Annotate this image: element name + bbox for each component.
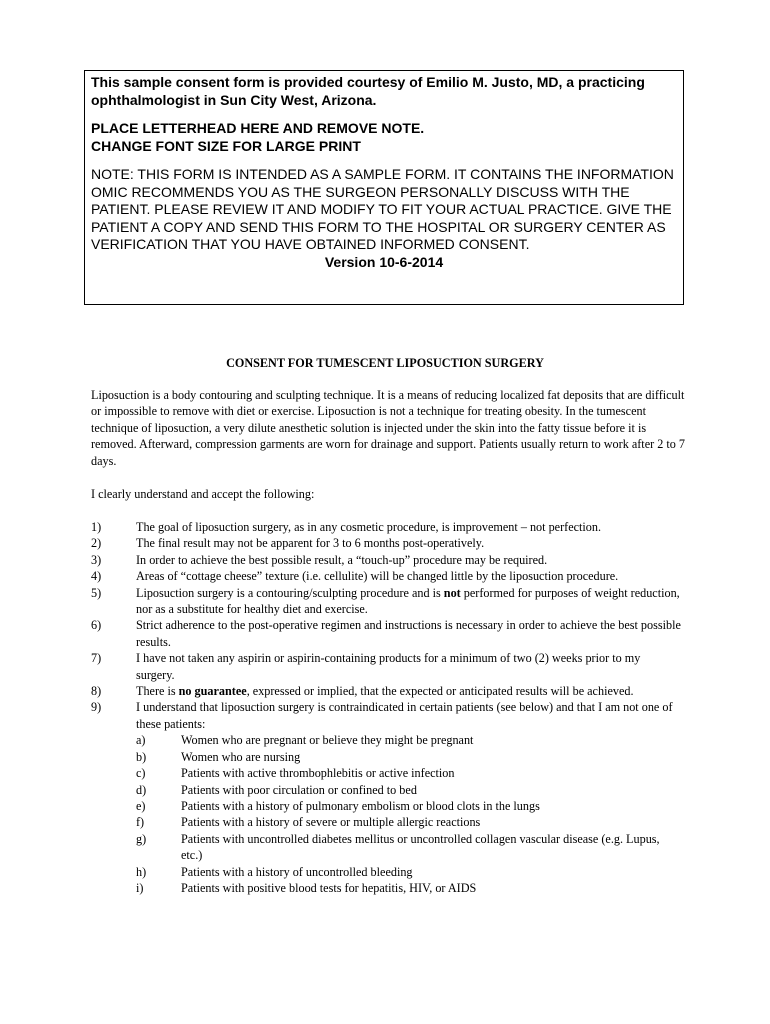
sub-item-letter: a) <box>136 733 146 748</box>
item-number: 8) <box>91 684 102 699</box>
sub-list-item <box>136 782 681 798</box>
item-text: I understand that liposuction surgery is contraindicated in certain patients (see below) and that I am not one of these patients: <box>136 700 673 731</box>
item-number: 1) <box>91 520 102 534</box>
item-text: Strict adherence to the post-operative regimen and instructions is necessary in order to achieve the best possible results. <box>136 618 681 649</box>
sub-item-text: Women who are pregnant or believe they might be pregnant <box>181 733 474 748</box>
sub-list-item <box>136 732 681 748</box>
list-item <box>91 699 681 896</box>
sub-list-item <box>136 880 681 896</box>
item-number: 6) <box>91 618 102 633</box>
sub-item-letter: h) <box>136 864 147 879</box>
sub-item-text: Patients with a history of severe or multiple allergic reactions <box>181 815 481 830</box>
sub-list-item <box>136 864 681 880</box>
sub-item-text: Patients with active thrombophlebitis or active infection <box>181 766 455 781</box>
sub-item-letter: f) <box>136 815 145 830</box>
sub-item-letter: c) <box>136 766 146 781</box>
item-number: 5) <box>91 585 102 600</box>
item-text: Liposuction surgery is a contouring/sculpting procedure and is not performed for purposes of weight reduction, nor as a substitute for healthy diet and exercise. <box>136 585 680 617</box>
sub-item-letter: g) <box>136 831 147 846</box>
list-item <box>91 650 681 683</box>
sub-item-text: Patients with poor circulation or confined to bed <box>181 782 417 797</box>
sub-item-letter: d) <box>136 782 147 797</box>
sub-list-item <box>136 765 681 781</box>
item-text: Areas of “cottage cheese” texture (i.e. cellulite) will be changed little by the liposuction procedure. <box>136 569 619 584</box>
item-text: The goal of liposuction surgery, as in any cosmetic procedure, is improvement – not perfection. <box>136 520 602 534</box>
list-item <box>91 568 681 584</box>
document-title: CONSENT FOR TUMESCENT LIPOSUCTION SURGERY <box>226 356 544 370</box>
sub-item-text: Patients with uncontrolled diabetes mellitus or uncontrolled collagen vascular disease (e.g. Lupus, etc.) <box>181 831 660 863</box>
sub-item-text: Women who are nursing <box>181 749 301 764</box>
sub-item-text: Patients with positive blood tests for hepatitis, HIV, or AIDS <box>181 880 477 895</box>
item-number: 9) <box>91 700 102 715</box>
courtesy-note: This sample consent form is provided courtesy of Emilio M. Justo, MD, a practicing ophthalmologist in Sun City West, Arizona. <box>91 74 645 108</box>
emphasis-not: not <box>443 585 461 600</box>
list-item <box>91 552 681 568</box>
sub-item-letter: e) <box>136 798 146 813</box>
sub-list-item <box>136 749 681 765</box>
sample-note-box <box>84 70 684 305</box>
item-text: I have not taken any aspirin or aspirin-containing products for a minimum of two (2) weeks prior to my surgery. <box>136 651 641 682</box>
letterhead-note: PLACE LETTERHEAD HERE AND REMOVE NOTE. <box>91 120 425 136</box>
version-label: Version 10-6-2014 <box>324 253 444 270</box>
intro-paragraph: Liposuction is a body contouring and sculpting technique. It is a means of reducing localized fat deposits that are difficult or impossible to remove with diet or exercise. Liposuction is not a technique for treating obesity. In the tumescent technique of liposuction, a very dilute anesthetic solution is injected under the skin into the fatty tissue before it is removed. Afterward, compression garments are worn for drainage and support. Patients usually return to work after 2 to 7 days. <box>91 388 685 468</box>
emphasis-no-guarantee: no guarantee <box>178 684 247 699</box>
sub-list-item <box>136 831 681 864</box>
sample-form-note: NOTE: THIS FORM IS INTENDED AS A SAMPLE FORM. IT CONTAINS THE INFORMATION OMIC RECOMMENDS YOU AS THE SURGEON PERSONALLY DISCUSS WITH THE PATIENT. PLEASE REVIEW IT AND MODIFY TO FIT YOUR ACTUAL PRACTICE. GIVE THE PATIENT A COPY AND SEND THIS FORM TO THE HOSPITAL OR SURGERY CENTER AS VERIFICATION THAT YOU HAVE OBTAINED INFORMED CONSENT. <box>91 166 674 252</box>
sub-item-text: Patients with a history of uncontrolled bleeding <box>181 864 413 879</box>
sub-list-item <box>136 798 681 814</box>
accept-statement: I clearly understand and accept the following: <box>91 487 315 501</box>
sub-item-letter: i) <box>136 880 144 895</box>
item-number: 3) <box>91 552 102 567</box>
list-item <box>91 683 681 699</box>
item-text: The final result may not be apparent for 3 to 6 months post-operatively. <box>136 536 485 551</box>
list-item <box>91 617 681 650</box>
item-number: 7) <box>91 651 102 666</box>
item-text: There is no guarantee, expressed or implied, that the expected or anticipated results will be achieved. <box>136 684 634 699</box>
font-size-note: CHANGE FONT SIZE FOR LARGE PRINT <box>91 137 361 154</box>
item-text: In order to achieve the best possible result, a “touch-up” procedure may be required. <box>136 552 548 567</box>
list-item <box>91 585 681 618</box>
sub-list-item <box>136 814 681 830</box>
list-item <box>91 519 681 535</box>
item-text-with-sublist <box>136 699 681 896</box>
sub-item-letter: b) <box>136 749 147 764</box>
item-number: 2) <box>91 536 102 551</box>
item-number: 4) <box>91 569 102 584</box>
list-item <box>91 535 681 551</box>
sub-item-text: Patients with a history of pulmonary embolism or blood clots in the lungs <box>181 798 540 813</box>
consent-list <box>91 519 681 896</box>
